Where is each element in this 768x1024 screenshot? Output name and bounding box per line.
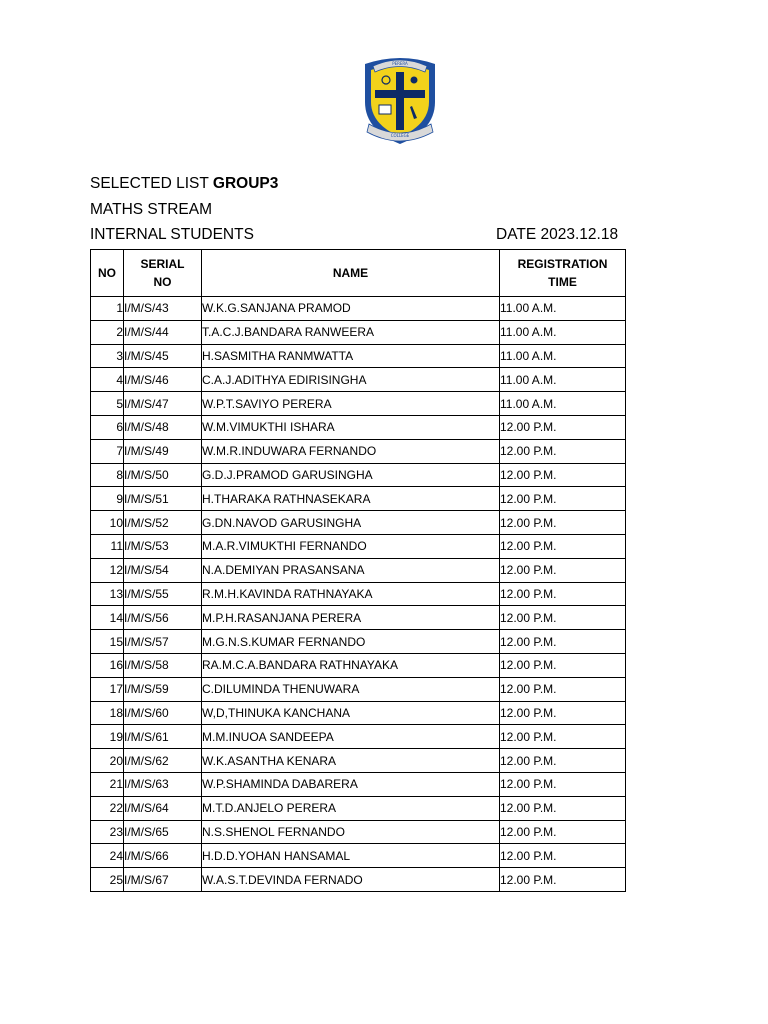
cell-name: R.M.H.KAVINDA RATHNAYAKA [202, 582, 500, 606]
cell-name: M.G.N.S.KUMAR FERNANDO [202, 630, 500, 654]
date-label: DATE 2023.12.18 [496, 226, 619, 243]
cell-name: RA.M.C.A.BANDARA RATHNAYAKA [202, 653, 500, 677]
cell-name: M.T.D.ANJELO PERERA [202, 796, 500, 820]
crest-bottom-text: COLLEGE [390, 133, 410, 138]
cell-serial-no: I/M/S/50 [124, 463, 202, 487]
cell-serial-no: I/M/S/51 [124, 487, 202, 511]
table-row [91, 630, 626, 654]
cell-serial-no: I/M/S/47 [124, 392, 202, 416]
cell-name: W.P.T.SAVIYO PERERA [202, 392, 500, 416]
cell-no: 6 [91, 415, 124, 439]
cell-registration-time: 12.00 P.M. [500, 796, 626, 820]
cell-name: N.A.DEMIYAN PRASANSANA [202, 558, 500, 582]
cell-serial-no: I/M/S/52 [124, 511, 202, 535]
cell-no: 15 [91, 630, 124, 654]
cell-no: 4 [91, 368, 124, 392]
table-row [91, 820, 626, 844]
cell-registration-time: 12.00 P.M. [500, 701, 626, 725]
cell-no: 5 [91, 392, 124, 416]
cell-serial-no: I/M/S/61 [124, 725, 202, 749]
cell-registration-time: 12.00 P.M. [500, 558, 626, 582]
cell-serial-no: I/M/S/65 [124, 820, 202, 844]
cell-name: C.DILUMINDA THENUWARA [202, 677, 500, 701]
cell-name: M.P.H.RASANJANA PERERA [202, 606, 500, 630]
cell-no: 23 [91, 820, 124, 844]
cell-serial-no: I/M/S/59 [124, 677, 202, 701]
cell-no: 18 [91, 701, 124, 725]
cell-serial-no: I/M/S/58 [124, 653, 202, 677]
cell-name: W,D,THINUKA KANCHANA [202, 701, 500, 725]
table-header-row [91, 250, 626, 297]
group-label: GROUP3 [212, 175, 279, 192]
school-crest-logo [359, 50, 441, 150]
cell-serial-no: I/M/S/49 [124, 439, 202, 463]
cell-name: M.A.R.VIMUKTHI FERNANDO [202, 534, 500, 558]
cell-no: 14 [91, 606, 124, 630]
cell-name: W.P.SHAMINDA DABARERA [202, 772, 500, 796]
header-time-line1: REGISTRATION [517, 257, 608, 271]
cell-no: 1 [91, 297, 124, 321]
table-row [91, 772, 626, 796]
table-row [91, 463, 626, 487]
cell-name: W.K.ASANTHA KENARA [202, 749, 500, 773]
cell-name: T.A.C.J.BANDARA RANWEERA [202, 320, 500, 344]
cell-registration-time: 12.00 P.M. [500, 772, 626, 796]
cell-no: 8 [91, 463, 124, 487]
cell-no: 25 [91, 868, 124, 892]
cell-name: N.S.SHENOL FERNANDO [202, 820, 500, 844]
cell-name: C.A.J.ADITHYA EDIRISINGHA [202, 368, 500, 392]
cell-no: 17 [91, 677, 124, 701]
table-row [91, 344, 626, 368]
cell-serial-no: I/M/S/45 [124, 344, 202, 368]
cell-no: 11 [91, 534, 124, 558]
cell-serial-no: I/M/S/44 [124, 320, 202, 344]
cell-name: H.D.D.YOHAN HANSAMAL [202, 844, 500, 868]
cell-no: 22 [91, 796, 124, 820]
cell-serial-no: I/M/S/54 [124, 558, 202, 582]
cell-serial-no: I/M/S/48 [124, 415, 202, 439]
table-row [91, 392, 626, 416]
cell-registration-time: 12.00 P.M. [500, 820, 626, 844]
cell-name: H.THARAKA RATHNASEKARA [202, 487, 500, 511]
cell-registration-time: 11.00 A.M. [500, 344, 626, 368]
cell-no: 13 [91, 582, 124, 606]
header-name: NAME [202, 250, 500, 297]
table-row [91, 439, 626, 463]
table-row [91, 677, 626, 701]
header-no: NO [91, 250, 124, 297]
table-row [91, 320, 626, 344]
selected-students-table [90, 249, 626, 892]
cell-serial-no: I/M/S/53 [124, 534, 202, 558]
table-row [91, 368, 626, 392]
cell-registration-time: 12.00 P.M. [500, 534, 626, 558]
cell-registration-time: 12.00 P.M. [500, 868, 626, 892]
table-row [91, 749, 626, 773]
cell-name: W.K.G.SANJANA PRAMOD [202, 297, 500, 321]
cell-serial-no: I/M/S/56 [124, 606, 202, 630]
cell-registration-time: 11.00 A.M. [500, 368, 626, 392]
cell-registration-time: 12.00 P.M. [500, 606, 626, 630]
crest-book-icon [379, 105, 391, 114]
cell-serial-no: I/M/S/64 [124, 796, 202, 820]
cell-no: 16 [91, 653, 124, 677]
students-heading: INTERNAL STUDENTS [90, 226, 254, 243]
table-row [91, 868, 626, 892]
table-row [91, 701, 626, 725]
cell-registration-time: 12.00 P.M. [500, 630, 626, 654]
table-row [91, 558, 626, 582]
cell-registration-time: 12.00 P.M. [500, 749, 626, 773]
cell-name: G.DN.NAVOD GARUSINGHA [202, 511, 500, 535]
cell-registration-time: 12.00 P.M. [500, 487, 626, 511]
table-row [91, 415, 626, 439]
cell-name: H.SASMITHA RANMWATTA [202, 344, 500, 368]
header-registration-time [500, 250, 626, 297]
cell-no: 7 [91, 439, 124, 463]
header-serial-line2: NO [153, 275, 172, 289]
cell-name: W.M.VIMUKTHI ISHARA [202, 415, 500, 439]
cell-name: W.M.R.INDUWARA FERNANDO [202, 439, 500, 463]
cell-no: 19 [91, 725, 124, 749]
cell-registration-time: 12.00 P.M. [500, 511, 626, 535]
table-row [91, 582, 626, 606]
cell-no: 20 [91, 749, 124, 773]
cell-name: W.A.S.T.DEVINDA FERNADO [202, 868, 500, 892]
table-row [91, 725, 626, 749]
header-serial-line1: SERIAL [140, 257, 185, 271]
crest-lamp-icon [411, 77, 418, 84]
cell-registration-time: 12.00 P.M. [500, 725, 626, 749]
cell-registration-time: 12.00 P.M. [500, 582, 626, 606]
cell-serial-no: I/M/S/62 [124, 749, 202, 773]
table-row [91, 606, 626, 630]
cell-registration-time: 12.00 P.M. [500, 463, 626, 487]
cell-no: 10 [91, 511, 124, 535]
cell-serial-no: I/M/S/55 [124, 582, 202, 606]
cell-registration-time: 12.00 P.M. [500, 439, 626, 463]
cell-serial-no: I/M/S/46 [124, 368, 202, 392]
crest-top-text: PERERA [392, 61, 408, 66]
cell-name: G.D.J.PRAMOD GARUSINGHA [202, 463, 500, 487]
stream-heading: MATHS STREAM [90, 201, 212, 218]
cell-no: 24 [91, 844, 124, 868]
cell-registration-time: 12.00 P.M. [500, 844, 626, 868]
table-row [91, 534, 626, 558]
cell-serial-no: I/M/S/66 [124, 844, 202, 868]
table-row [91, 297, 626, 321]
table-row [91, 844, 626, 868]
crest-cross-vertical [396, 72, 404, 130]
cell-registration-time: 11.00 A.M. [500, 320, 626, 344]
cell-no: 21 [91, 772, 124, 796]
table-row [91, 487, 626, 511]
cell-registration-time: 11.00 A.M. [500, 297, 626, 321]
cell-serial-no: I/M/S/63 [124, 772, 202, 796]
selected-list-heading [90, 175, 278, 193]
cell-no: 2 [91, 320, 124, 344]
table-row [91, 511, 626, 535]
cell-registration-time: 12.00 P.M. [500, 653, 626, 677]
cell-no: 12 [91, 558, 124, 582]
cell-serial-no: I/M/S/60 [124, 701, 202, 725]
crest-cross-horizontal [375, 90, 425, 98]
cell-no: 9 [91, 487, 124, 511]
cell-registration-time: 11.00 A.M. [500, 392, 626, 416]
table-row [91, 653, 626, 677]
cell-name: M.M.INUOA SANDEEPA [202, 725, 500, 749]
cell-serial-no: I/M/S/67 [124, 868, 202, 892]
cell-registration-time: 12.00 P.M. [500, 415, 626, 439]
cell-no: 3 [91, 344, 124, 368]
cell-serial-no: I/M/S/57 [124, 630, 202, 654]
cell-serial-no: I/M/S/43 [124, 297, 202, 321]
cell-registration-time: 12.00 P.M. [500, 677, 626, 701]
table-row [91, 796, 626, 820]
header-serial-no [124, 250, 202, 297]
header-time-line2: TIME [548, 275, 577, 289]
selected-list-prefix: SELECTED LIST [90, 175, 213, 192]
